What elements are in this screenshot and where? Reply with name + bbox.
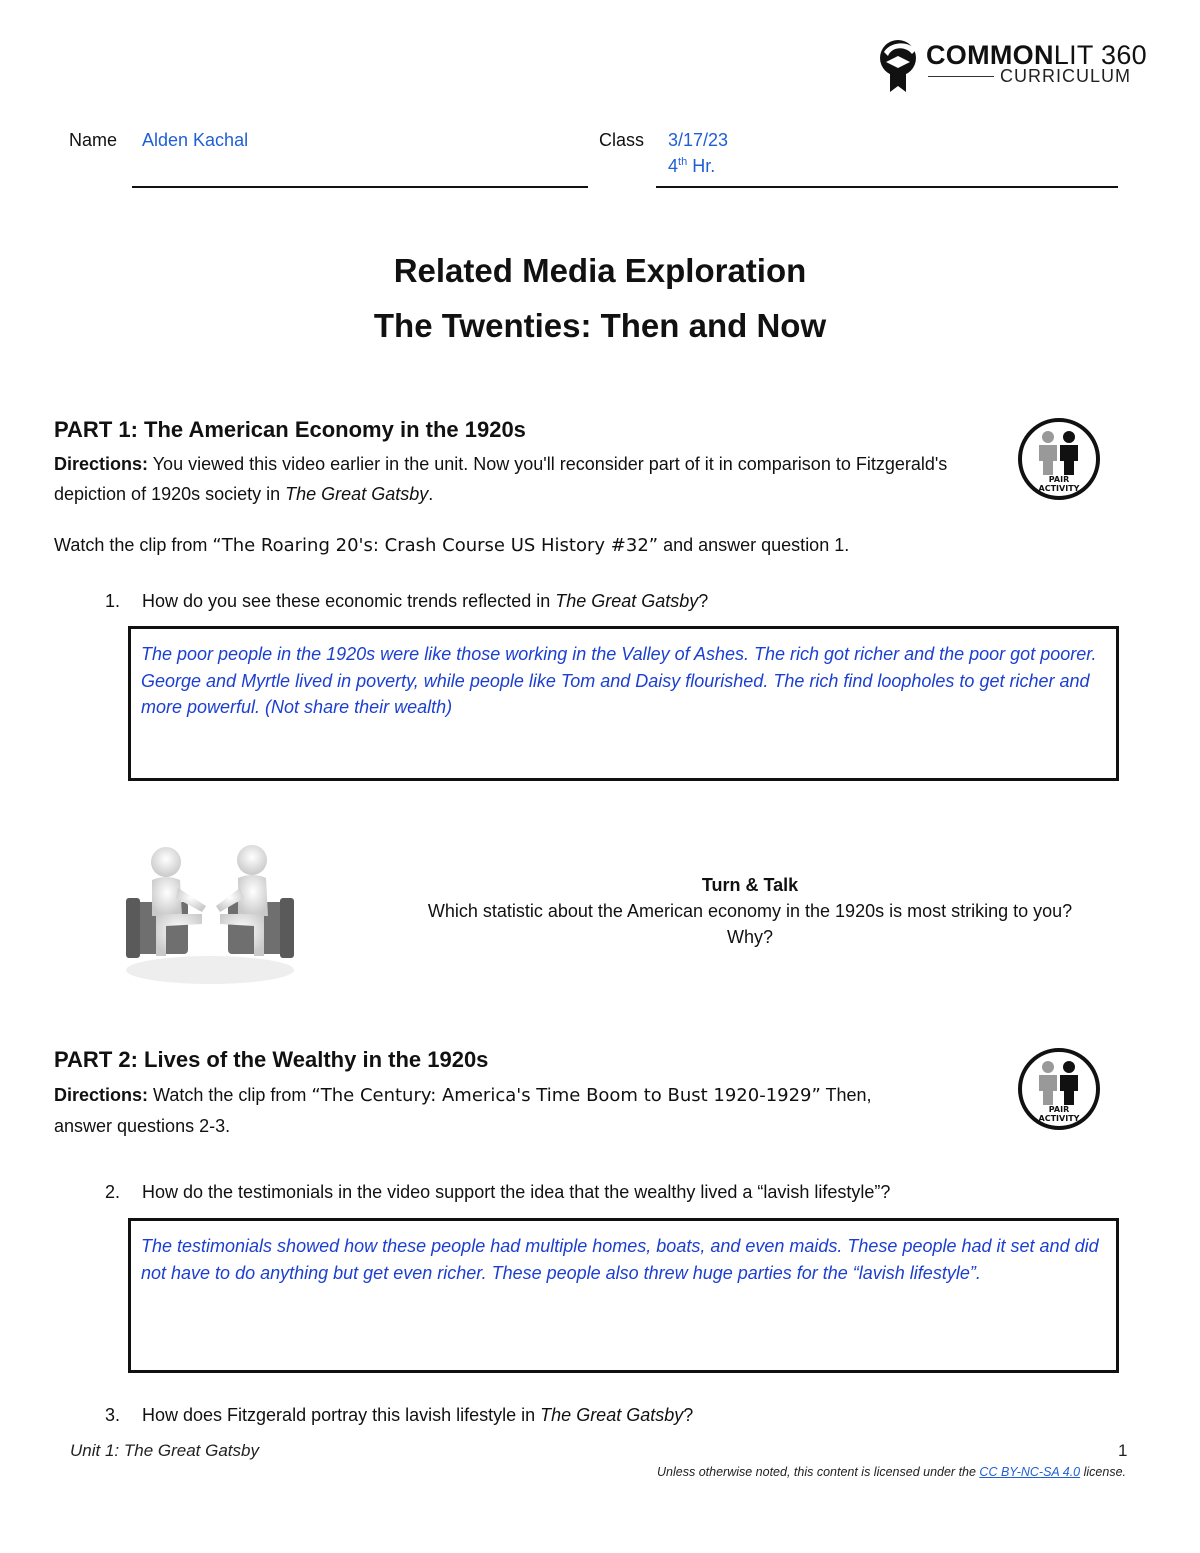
pair-activity-badge <box>1017 417 1101 501</box>
svg-text:PAIR: PAIR <box>1048 1105 1070 1114</box>
class-value-hour[interactable]: 4th Hr. <box>668 156 716 176</box>
class-value-date[interactable]: 3/17/23 <box>668 130 729 150</box>
turn-and-talk-question-line1: Which statistic about the American economy in the 1920s is most striking to you? <box>427 901 1073 921</box>
turn-and-talk-prompt <box>380 872 1120 950</box>
class-label: Class <box>599 130 645 150</box>
footer-unit-title: Unit 1: The Great Gatsby <box>70 1441 259 1460</box>
part2-heading: PART 2: Lives of the Wealthy in the 1920s <box>54 1047 489 1072</box>
question1-number: 1. <box>105 591 121 611</box>
commonlit-emblem-icon <box>876 36 922 94</box>
two-figures-talking-icon <box>116 810 304 1000</box>
question3-number: 3. <box>105 1405 121 1425</box>
question2-answer-text: The testimonials showed how these people had multiple homes, boats, and even maids. These people had it set and did not have to do anything but get even richer. These people also threw huge parties for the “lavish lifestyle”. <box>141 1236 1099 1283</box>
footer-license: Unless otherwise noted, this content is licensed under the CC BY-NC-SA 4.0 license. <box>657 1465 1126 1479</box>
question1-text: How do you see these economic trends reflected in The Great Gatsby? <box>142 591 709 611</box>
part1-watch-instruction: Watch the clip from “The Roaring 20's: Crash Course US History #32” and answer question 1. <box>54 535 850 556</box>
page-subtitle: The Twenties: Then and Now <box>373 307 827 344</box>
question1-answer-box[interactable] <box>128 626 1119 781</box>
name-value[interactable]: Alden Kachal <box>142 130 249 150</box>
question1-answer-text: The poor people in the 1920s were like those working in the Valley of Ashes. The rich got richer and the poor got poorer. George and Myrtle lived in poverty, while people like Tom and Daisy flourished. The rich find loopholes to get richer and more powerful. (Not share their wealth) <box>141 644 1097 717</box>
pair-activity-icon <box>1017 417 1101 501</box>
svg-text:ACTIVITY: ACTIVITY <box>1038 484 1080 493</box>
turn-and-talk-heading: Turn & Talk <box>701 875 799 895</box>
part2-directions: Directions: Watch the clip from “The Century: America's Time Boom to Bust 1920-1929” Then, answer questions 2-3. <box>54 1085 872 1136</box>
class-underline <box>656 186 1118 188</box>
name-underline <box>132 186 588 188</box>
license-link[interactable]: CC BY-NC-SA 4.0 <box>979 1465 1081 1479</box>
question2-text: How do the testimonials in the video support the idea that the wealthy lived a “lavish lifestyle”? <box>142 1182 891 1202</box>
name-label: Name <box>69 130 118 150</box>
logo-rule <box>928 76 994 77</box>
part1-directions: Directions: You viewed this video earlier in the unit. Now you'll reconsider part of it in comparison to Fitzgerald's depiction of 1920s society in The Great Gatsby. <box>54 454 948 504</box>
pair-activity-badge-2 <box>1017 1047 1101 1131</box>
part1-heading: PART 1: The American Economy in the 1920s <box>54 417 526 442</box>
logo-subtitle: CURRICULUM <box>1000 66 1131 86</box>
pair-activity-icon <box>1017 1047 1101 1131</box>
question2-answer-box[interactable] <box>128 1218 1119 1373</box>
turn-and-talk-illustration <box>116 810 304 1000</box>
page-title: Related Media Exploration <box>393 252 807 289</box>
logo-wordmark: COMMONLIT 360 <box>926 40 1147 70</box>
svg-text:ACTIVITY: ACTIVITY <box>1038 1114 1080 1123</box>
commonlit-logo <box>876 36 1147 96</box>
svg-text:PAIR: PAIR <box>1048 475 1070 484</box>
question2-number: 2. <box>105 1182 121 1202</box>
footer-page-number: 1 <box>1118 1441 1128 1460</box>
turn-and-talk-question-line2: Why? <box>726 927 773 947</box>
question3-text: How does Fitzgerald portray this lavish lifestyle in The Great Gatsby? <box>142 1405 694 1425</box>
